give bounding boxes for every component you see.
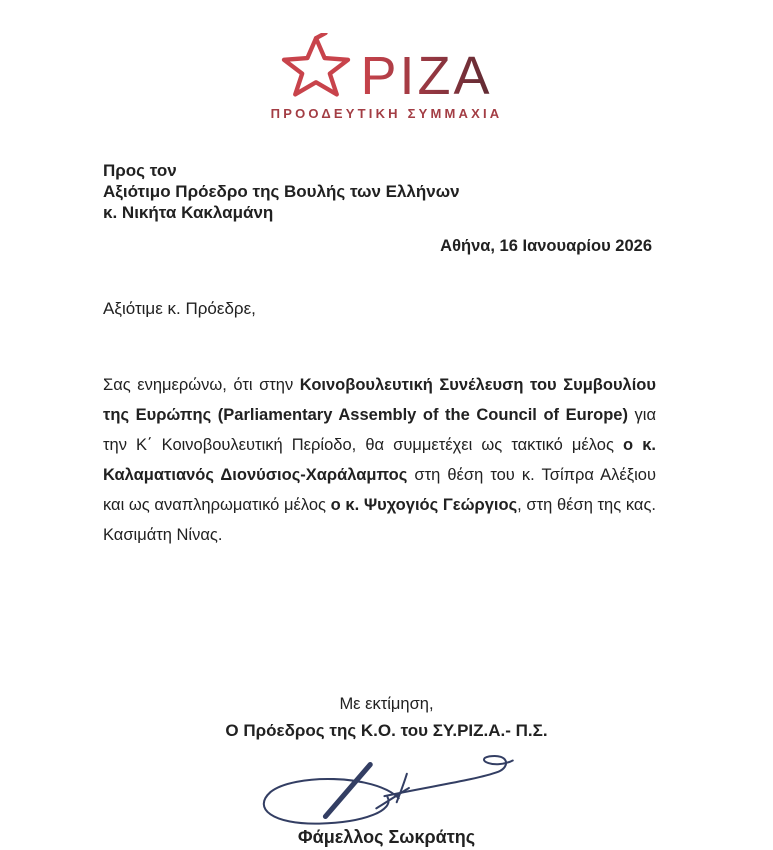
syriza-star-icon	[280, 33, 352, 97]
recipient-address	[103, 160, 460, 223]
closing-block	[0, 695, 773, 848]
dateline: Αθήνα, 16 Ιανουαρίου 2026	[440, 237, 652, 255]
syriza-logo	[0, 33, 773, 121]
signature	[0, 743, 773, 835]
recipient-line-2: Αξιότιμο Πρόεδρο της Βουλής των Ελλήνων	[103, 182, 460, 201]
letter-body: Σας ενημερώνω, ότι στην Κοινοβουλευτική Συνέλευση του Συμβουλίου της Ευρώπης (Parliamentary Assembly of the Council of Europe) για την Κ΄ Κοινοβουλευτική Περίοδο, θα συμμετέχει ως τακτικό μέλος ο κ. Καλαματιανός Διονύσιος-Χαράλαμπος στη θέση του κ. Τσίπρα Αλέξιου και ως αναπληρωματικό μέλος ο κ. Ψυχογιός Γεώργιος, στη θέση της κας. Κασιμάτη Νίνας.	[103, 376, 657, 544]
salutation: Αξιότιμε κ. Πρόεδρε,	[103, 299, 256, 318]
logo-tagline: ΠΡΟΟΔΕΥΤΙΚΗ ΣΥΜΜΑΧΙΑ	[270, 106, 503, 121]
recipient-line-1: Προς τον	[103, 161, 177, 180]
closing-regards: Με εκτίμηση,	[339, 695, 434, 713]
signature-scribble-icon	[244, 743, 529, 835]
logo-row	[0, 33, 773, 106]
logo-brand-text: ΡΙΖΑ	[360, 45, 493, 106]
closing-signer-title: Ο Πρόεδρος της Κ.Ο. του ΣΥ.ΡΙΖ.Α.- Π.Σ.	[225, 721, 548, 740]
recipient-line-3: κ. Νικήτα Κακλαμάνη	[103, 203, 274, 222]
signer-name: Φάμελλος Σωκράτης	[297, 827, 476, 847]
